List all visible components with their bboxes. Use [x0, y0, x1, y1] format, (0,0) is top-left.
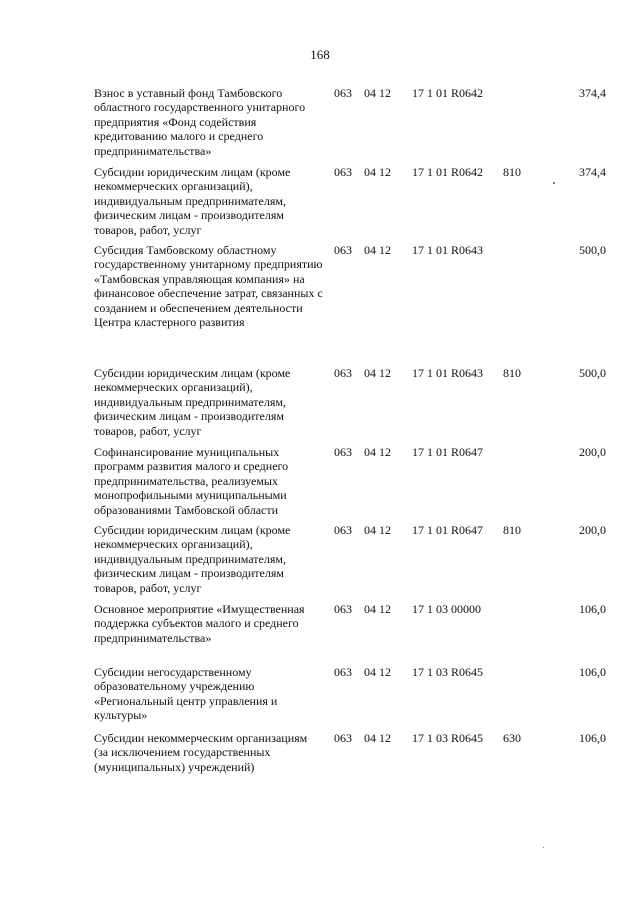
row-description: Субсидии юридическим лицам (кроме некоммерческих организаций), индивидуальным предпринимателям, физическим лицам - производителям товаров, работ, услуг	[94, 523, 291, 595]
section-code: 04 12	[364, 731, 391, 745]
amount: 500,0	[579, 366, 606, 380]
scan-speck	[543, 847, 544, 848]
section-code: 04 12	[364, 243, 391, 257]
article-code: 17 1 03 00000	[412, 602, 481, 616]
expense-type-code: 810	[503, 366, 521, 380]
expense-type-code: 810	[503, 165, 521, 179]
amount: 200,0	[579, 523, 606, 537]
article-code: 17 1 01 R0647	[412, 523, 484, 537]
ministry-code: 063	[334, 165, 352, 179]
amount: 374,4	[579, 165, 606, 179]
row-description: Субсидии юридическим лицам (кроме некоммерческих организаций), индивидуальным предпринимателям, физическим лицам - производителям товаров, работ, услуг	[94, 165, 291, 237]
article-code: 17 1 01 R0642	[412, 86, 484, 100]
row-description: Основное мероприятие «Имущественная поддержка субъектов малого и среднего предпринимательства»	[94, 602, 305, 645]
row-description: Софинансирование муниципальных программ развития малого и среднего предпринимательства, реализуемых монопрофильными муниципальными образованиями Тамбовской области	[94, 445, 289, 517]
ministry-code: 063	[334, 243, 352, 257]
amount: 500,0	[579, 243, 606, 257]
amount: 374,4	[579, 86, 606, 100]
scan-speck	[553, 182, 555, 184]
expense-type-code: 810	[503, 523, 521, 537]
section-code: 04 12	[364, 523, 391, 537]
ministry-code: 063	[334, 665, 352, 679]
amount: 106,0	[579, 731, 606, 745]
section-code: 04 12	[364, 665, 391, 679]
row-description: Субсидии юридическим лицам (кроме некоммерческих организаций), индивидуальным предпринимателям, физическим лицам - производителям товаров, работ, услуг	[94, 366, 291, 438]
article-code: 17 1 03 R0645	[412, 665, 484, 679]
row-description: Взнос в уставный фонд Тамбовского областного государственного унитарного предприятия «Фонд содействия кредитованию малого и среднего предпринимательства»	[94, 86, 306, 158]
amount: 200,0	[579, 445, 606, 459]
ministry-code: 063	[334, 445, 352, 459]
section-code: 04 12	[364, 602, 391, 616]
section-code: 04 12	[364, 366, 391, 380]
article-code: 17 1 01 R0647	[412, 445, 484, 459]
ministry-code: 063	[334, 86, 352, 100]
amount: 106,0	[579, 665, 606, 679]
ministry-code: 063	[334, 366, 352, 380]
ministry-code: 063	[334, 731, 352, 745]
expense-type-code: 630	[503, 731, 521, 745]
row-description: Субсидия Тамбовскому областному государственному унитарному предприятию «Тамбовская управляющая компания» на финансовое обеспечение затрат, связанных с созданием и обеспечением деятельности Центра кластерного развития	[94, 243, 323, 330]
article-code: 17 1 01 R0643	[412, 366, 484, 380]
article-code: 17 1 03 R0645	[412, 731, 484, 745]
article-code: 17 1 01 R0643	[412, 243, 484, 257]
article-code: 17 1 01 R0642	[412, 165, 484, 179]
section-code: 04 12	[364, 445, 391, 459]
ministry-code: 063	[334, 602, 352, 616]
section-code: 04 12	[364, 165, 391, 179]
row-description: Субсидии некоммерческим организациям (за исключением государственных (муниципальных) учреждений)	[94, 731, 308, 774]
page-number: 168	[310, 47, 330, 62]
section-code: 04 12	[364, 86, 391, 100]
amount: 106,0	[579, 602, 606, 616]
ministry-code: 063	[334, 523, 352, 537]
row-description: Субсидии негосударственному образовательному учреждению «Региональный центр управления и культуры»	[94, 665, 278, 723]
